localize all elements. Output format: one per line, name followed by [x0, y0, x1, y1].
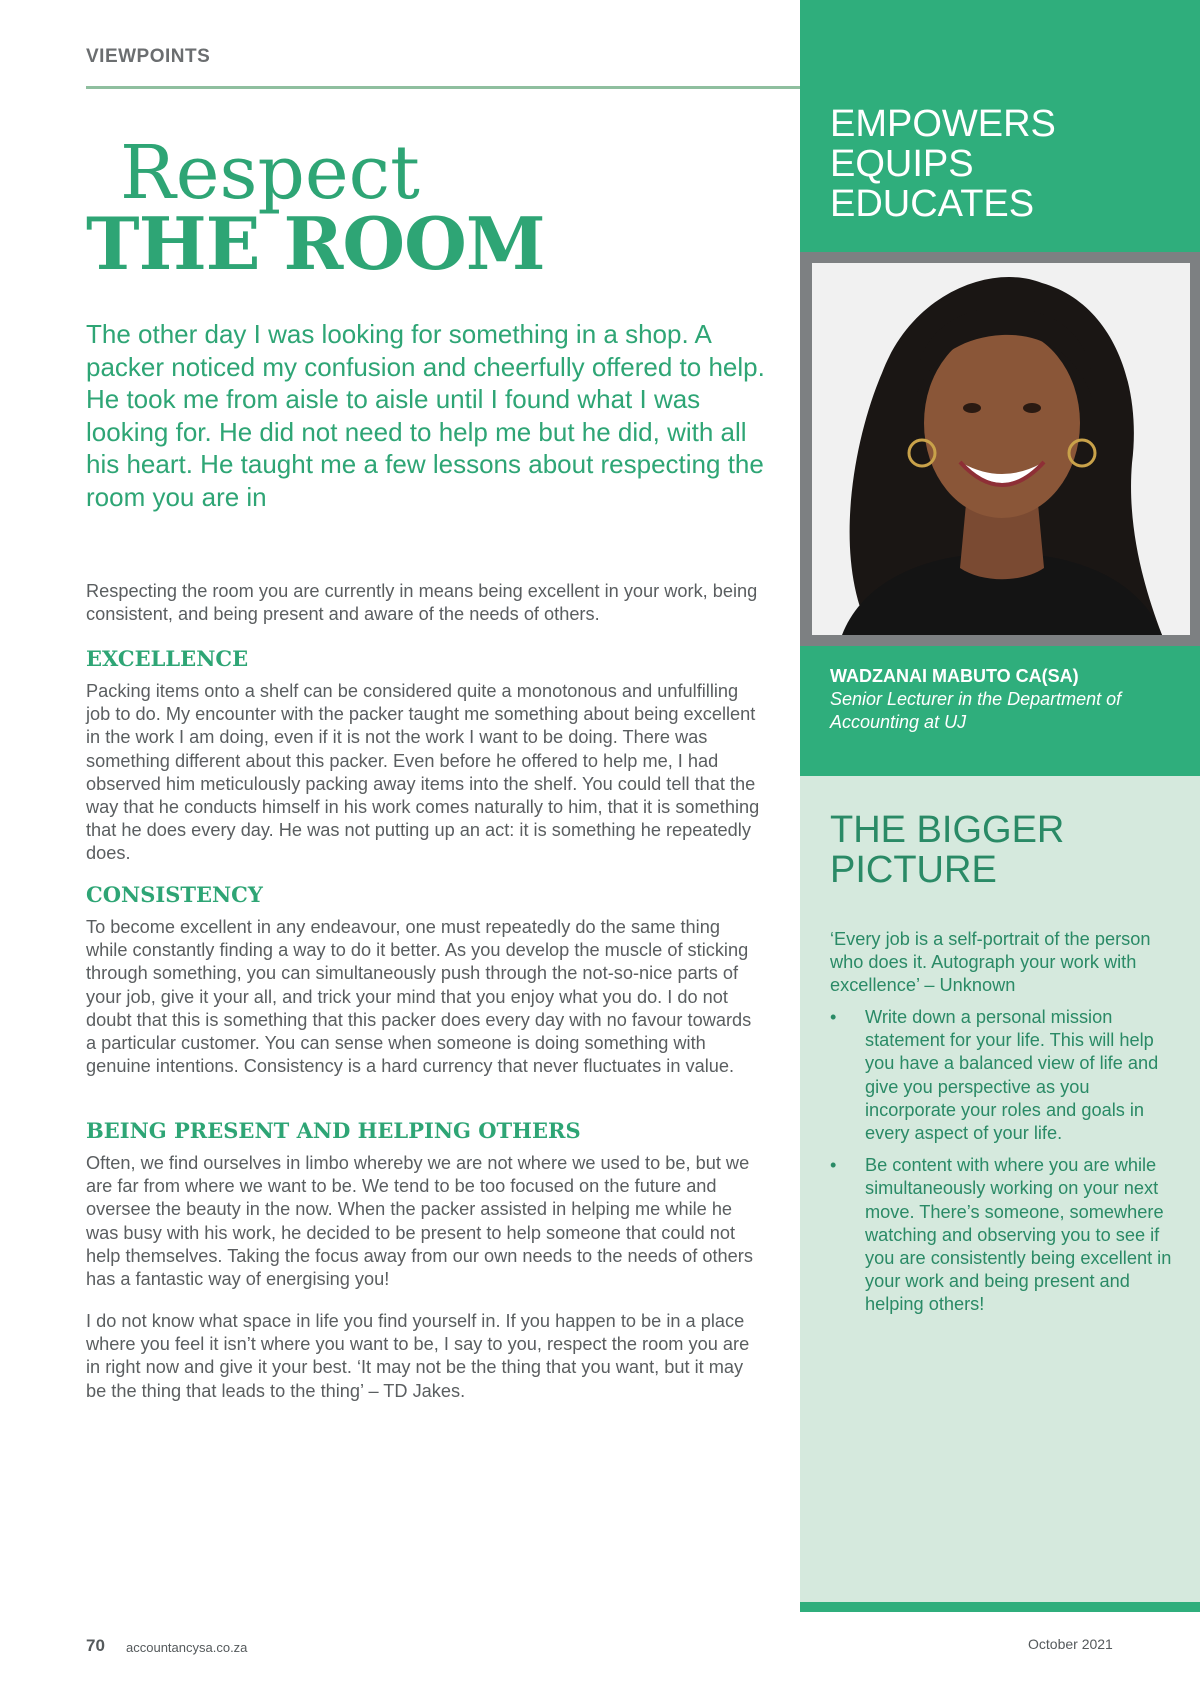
- heading-being-present: BEING PRESENT AND HELPING OTHERS: [86, 1118, 581, 1143]
- bigger-picture-title: THE BIGGER PICTURE: [830, 809, 1065, 891]
- author-photo: [812, 263, 1190, 635]
- list-item: [830, 1154, 1185, 1316]
- issue-date: October 2021: [1028, 1636, 1113, 1652]
- tagline: [830, 104, 1056, 224]
- bullet-icon: •: [830, 1007, 837, 1027]
- section-label: VIEWPOINTS: [86, 46, 211, 67]
- heading-excellence: EXCELLENCE: [86, 646, 249, 671]
- sidebar-bottom-bar: [800, 1602, 1200, 1612]
- bigger-picture-quote: ‘Every job is a self-portrait of the person who does it. Autograph your work with excellence’ – Unknown: [830, 929, 1151, 995]
- tagline-line: EDUCATES: [830, 183, 1035, 225]
- headline-line-2: THE ROOM: [86, 201, 545, 286]
- tagline-line: EQUIPS: [830, 143, 974, 185]
- lead-paragraph: Respecting the room you are currently in means being excellent in your work, being consistent, and being present and aware of the needs of others.: [86, 581, 758, 625]
- list-item-text: Write down a personal mission statement for your life. This will help you have a balanced view of life and give you perspective as you incorporate your roles and goals in every aspect of your life.: [865, 1007, 1159, 1144]
- website-link[interactable]: accountancysa.co.za: [126, 1640, 248, 1655]
- headline-line-1: Respect: [120, 130, 420, 216]
- paragraph-consistency: To become excellent in any endeavour, one must repeatedly do the same thing while constantly finding a way to do it better. As you develop the muscle of sticking through something, you can simultaneously push through the not-so-nice parts of your job, give it your all, and trick your mind that you enjoy what you do. I do not doubt that this is something that this packer does every day with no favour towards a particular customer. You can sense when someone is doing something with genuine intentions. Consistency is a hard currency that never fluctuates in value.: [86, 917, 752, 1077]
- tagline-line: EMPOWERS: [830, 103, 1056, 145]
- bigger-picture-list: [830, 1006, 1185, 1326]
- heading-consistency: CONSISTENCY: [86, 882, 263, 907]
- bullet-icon: •: [830, 1155, 837, 1176]
- intro-paragraph: The other day I was looking for something in a shop. A packer noticed my confusion and cheerfully offered to help. He took me from aisle to aisle until I found what I was looking for. He did not need to help me but he did, with all his heart. He taught me a few lessons about respecting the room you are in: [86, 319, 765, 512]
- page-number: 70: [86, 1636, 105, 1655]
- paragraph-being-present: Often, we find ourselves in limbo whereby we are not where we used to be, but we are far from where we want to be. We tend to be too focused on the future and oversee the beauty in the now. When the packer assisted in helping me while he was busy with his work, he decided to be present to help someone that could not help themselves. Taking the focus away from our own needs to the needs of others has a fantastic way of energising you!: [86, 1153, 753, 1290]
- list-item: [830, 1006, 1185, 1145]
- paragraph-excellence: Packing items onto a shelf can be considered quite a monotonous and unfulfilling job to do. My encounter with the packer taught me something about being excellent in the work I am doing, even if it is not the work I want to be doing. There was something different about this packer. Even before he offered to help me, I had observed him meticulously packing away items into the shelf. You could tell that the way that he conducts himself in his work comes naturally to him, that it is something that he does every day. He was not putting up an act: it is something he repeatedly does.: [86, 681, 760, 864]
- list-item-text: Be content with where you are while simultaneously working on your next move. There’s someone, somewhere watching and observing you to see if you are consistently being excellent in your work and being present and helping others!: [865, 1155, 1172, 1315]
- author-role: Senior Lecturer in the Department of Accounting at UJ: [830, 689, 1122, 732]
- paragraph-closing: I do not know what space in life you find yourself in. If you happen to be in a place where you feel it isn’t where you want to be, I say to you, respect the room you are in right now and give it your best. ‘It may not be the thing that you want, but it may be the thing that leads to the thing’ – TD Jakes.: [86, 1311, 750, 1401]
- author-name: WADZANAI MABUTO CA(SA): [830, 666, 1079, 686]
- portrait-illustration: [812, 263, 1190, 635]
